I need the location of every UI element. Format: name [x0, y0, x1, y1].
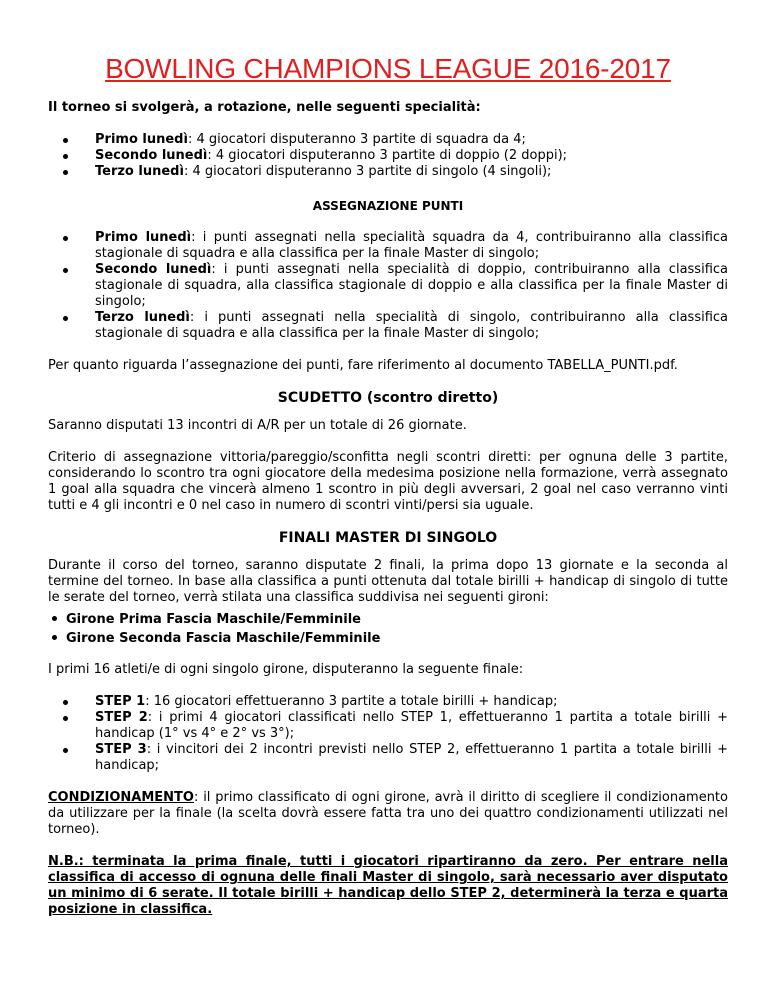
intro-text: Il torneo si svolgerà, a rotazione, nelle seguenti specialità:: [48, 100, 481, 115]
points-list: [48, 230, 728, 342]
list-item: Terzo lunedì: i punti assegnati nella specialità di singolo, contribuiranno alla classifica stagionale di squadra e alla classifica per la finale Master di singolo;: [48, 310, 728, 342]
list-item: Girone Seconda Fascia Maschile/Femminile: [48, 629, 728, 648]
condizionamento-text: : il primo classificato di ogni girone, avrà il diritto di scegliere il condizionamento da utilizzare per la finale (la scelta dovrà essere fatta tra uno dei quattro condizionamenti utilizzati nel torneo).: [48, 790, 728, 837]
steps-list: [48, 694, 728, 774]
points-heading: ASSEGNAZIONE PUNTI: [312, 199, 464, 213]
finals-paragraph-1: Durante il corso del torneo, saranno disputate 2 finali, la prima dopo 13 giornate e la seconda al termine del torneo. In base alla classifica a punti ottenuta dal totale birilli + handicap di singolo di tutte le serate del torneo, verrà stilata una classifica suddivisa nei seguenti gironi:: [48, 558, 728, 605]
list-item: Secondo lunedì: 4 giocatori disputeranno 3 partite di doppio (2 doppi);: [48, 148, 728, 164]
list-item: STEP 3: i vincitori dei 2 incontri previsti nello STEP 2, effettueranno 1 partita a totale birilli + handicap;: [48, 742, 728, 774]
points-reference: Per quanto riguarda l’assegnazione dei punti, fare riferimento al documento TABELLA_PUNTI.pdf.: [48, 358, 678, 373]
document-title: BOWLING CHAMPIONS LEAGUE 2016-2017: [105, 53, 671, 84]
list-item: Primo lunedì: i punti assegnati nella specialità squadra da 4, contribuiranno alla classifica stagionale di squadra e alla classifica per la finale Master di singolo;: [48, 230, 728, 262]
list-item: Primo lunedì: 4 giocatori disputeranno 3 partite di squadra da 4;: [48, 132, 728, 148]
gironi-list: [48, 610, 728, 648]
scudetto-paragraph-2: Criterio di assegnazione vittoria/pareggio/sconfitta negli scontri diretti: per ognuna delle 3 partite, considerando lo scontro tra ogni giocatore della medesima posizione nella formazione, verrà assegnato 1 goal alla squadra che vincerà almeno 1 scontro in più degli avversari, 2 goal nel caso verranno vinti tutti e 4 gli incontri e 0 nel caso in numero di scontri vinti/persi sia uguale.: [48, 450, 728, 513]
scudetto-heading: SCUDETTO (scontro diretto): [277, 390, 499, 406]
scudetto-paragraph-1: Saranno disputati 13 incontri di A/R per un totale di 26 giornate.: [48, 418, 467, 433]
finals-paragraph-2: I primi 16 atleti/e di ogni singolo girone, disputeranno la seguente finale:: [48, 662, 524, 677]
nb-paragraph: N.B.: terminata la prima finale, tutti i giocatori ripartiranno da zero. Per entrare nella classifica di accesso di ognuna delle finali Master di singolo, sarà necessario aver disputato un minimo di 6 serate. Il totale birilli + handicap dello STEP 2, determinerà la terza e quarta posizione in classifica.: [48, 854, 728, 917]
list-item: STEP 1: 16 giocatori effettueranno 3 partite a totale birilli + handicap;: [48, 694, 728, 710]
condizionamento-label: CONDIZIONAMENTO: [48, 790, 194, 805]
specialties-list: [48, 132, 728, 180]
finals-heading: FINALI MASTER DI SINGOLO: [278, 530, 498, 546]
list-item: Terzo lunedì: 4 giocatori disputeranno 3 partite di singolo (4 singoli);: [48, 164, 728, 180]
list-item: STEP 2: i primi 4 giocatori classificati nello STEP 1, effettueranno 1 partita a totale birilli + handicap (1° vs 4° e 2° vs 3°);: [48, 710, 728, 742]
list-item: Girone Prima Fascia Maschile/Femminile: [48, 610, 728, 629]
list-item: Secondo lunedì: i punti assegnati nella specialità di doppio, contribuiranno alla classifica stagionale di squadra, alla classifica stagionale di doppio e alla classifica per la finale Master di singolo;: [48, 262, 728, 310]
document-page: [48, 52, 728, 918]
condizionamento-paragraph: [48, 790, 728, 838]
